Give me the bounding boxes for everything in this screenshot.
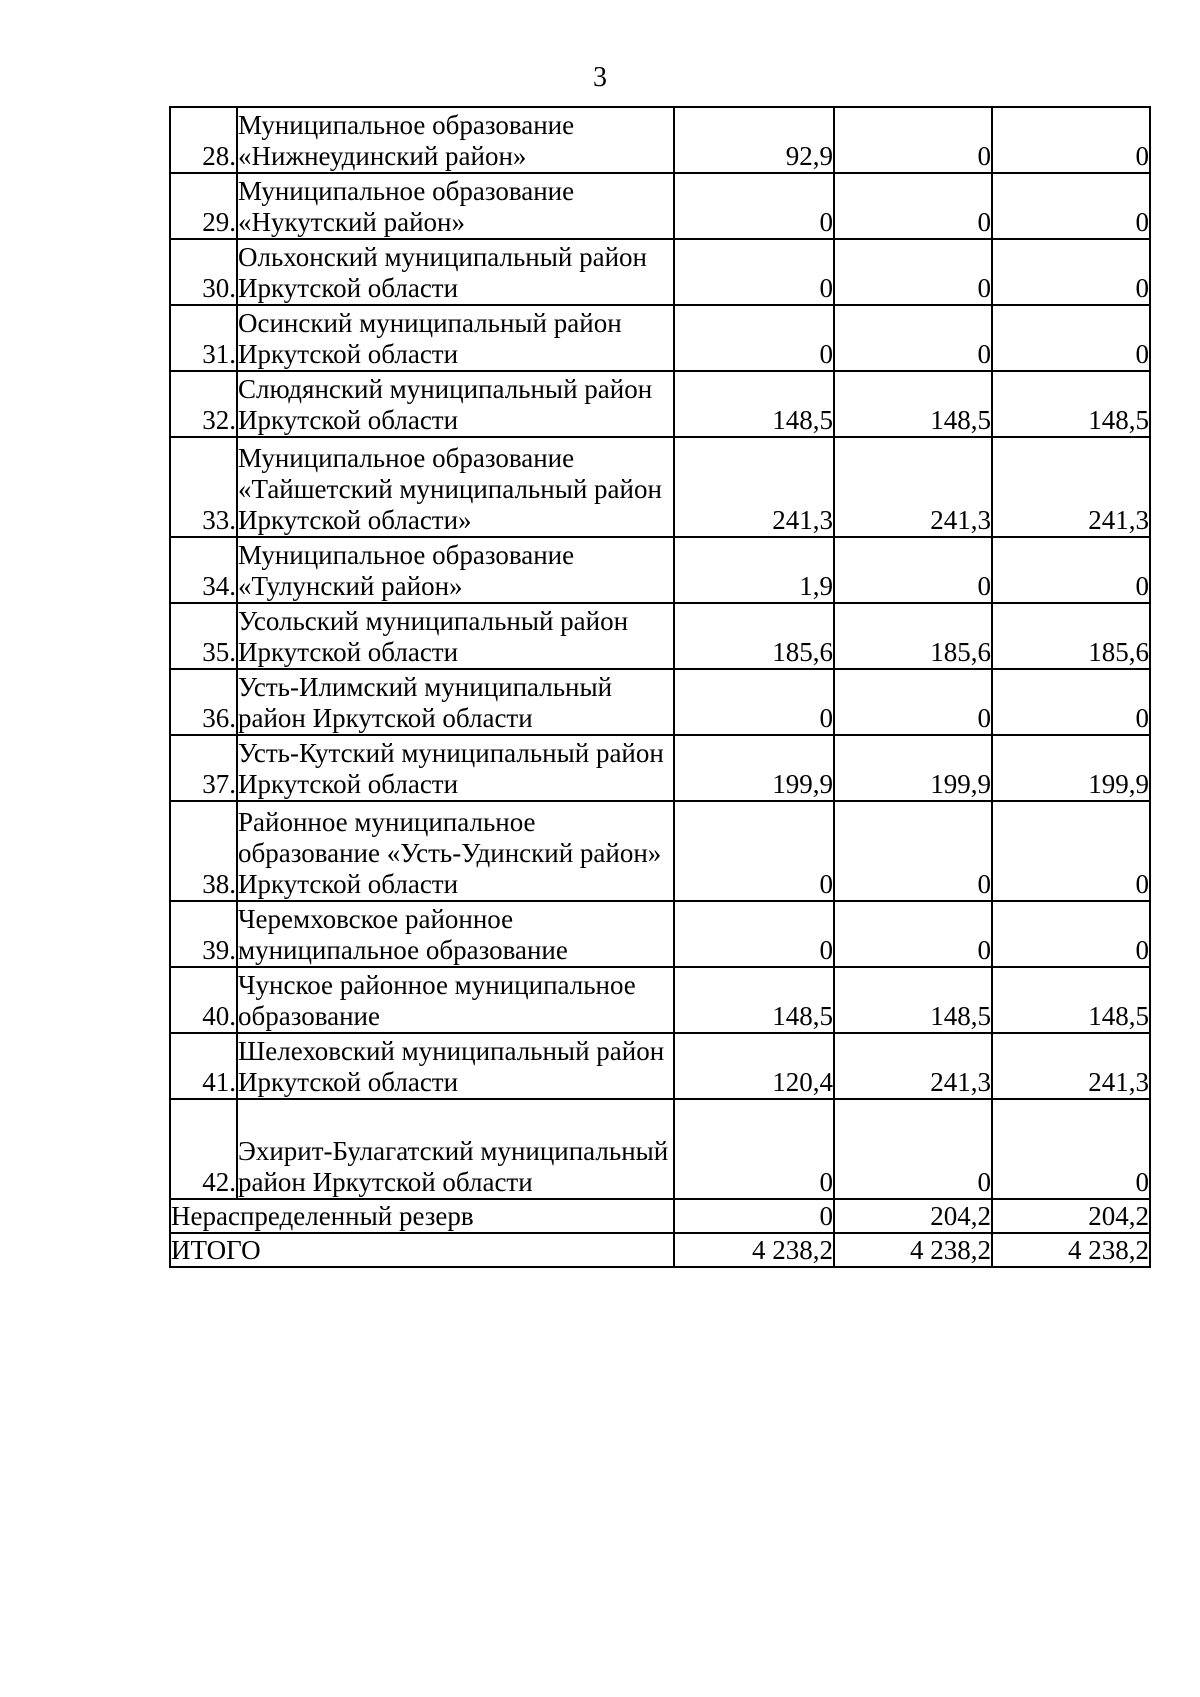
row-number: 30. <box>170 239 237 305</box>
value-col-3: 204,2 <box>992 1199 1150 1233</box>
row-number: 32. <box>170 371 237 437</box>
table-row <box>170 603 1150 669</box>
total-label: ИТОГО <box>170 1233 674 1267</box>
value-col-1: 0 <box>674 239 834 305</box>
municipality-name: Муниципальное образование «Нукутский район» <box>237 173 674 239</box>
value-col-1: 0 <box>674 1099 834 1199</box>
value-col-2: 0 <box>834 537 992 603</box>
value-col-3: 148,5 <box>992 371 1150 437</box>
reserve-label: Нераспределенный резерв <box>170 1199 674 1233</box>
value-col-2: 4 238,2 <box>834 1233 992 1267</box>
municipality-name: Усть-Илимский муниципальный район Иркутской области <box>237 669 674 735</box>
table-row <box>170 735 1150 801</box>
table-row <box>170 305 1150 371</box>
table-row <box>170 901 1150 967</box>
value-col-1: 0 <box>674 901 834 967</box>
table-row <box>170 437 1150 537</box>
value-col-3: 241,3 <box>992 437 1150 537</box>
value-col-1: 120,4 <box>674 1033 834 1099</box>
table-row <box>170 537 1150 603</box>
value-col-3: 4 238,2 <box>992 1233 1150 1267</box>
value-col-3: 0 <box>992 173 1150 239</box>
municipality-name: Шелеховский муниципальный район Иркутской области <box>237 1033 674 1099</box>
value-col-2: 0 <box>834 669 992 735</box>
municipality-name: Муниципальное образование «Нижнеудинский район» <box>237 107 674 173</box>
table-row <box>170 107 1150 173</box>
reserve-row <box>170 1199 1150 1233</box>
municipality-name: Усольский муниципальный район Иркутской области <box>237 603 674 669</box>
value-col-2: 241,3 <box>834 1033 992 1099</box>
value-col-1: 0 <box>674 669 834 735</box>
municipality-name: Слюдянский муниципальный район Иркутской области <box>237 371 674 437</box>
value-col-3: 0 <box>992 1099 1150 1199</box>
value-col-3: 185,6 <box>992 603 1150 669</box>
table-row <box>170 1033 1150 1099</box>
municipality-name: Чунское районное муниципальное образование <box>237 967 674 1033</box>
municipality-name: Осинский муниципальный район Иркутской области <box>237 305 674 371</box>
value-col-3: 0 <box>992 305 1150 371</box>
value-col-2: 0 <box>834 901 992 967</box>
table-row <box>170 967 1150 1033</box>
row-number: 39. <box>170 901 237 967</box>
value-col-2: 199,9 <box>834 735 992 801</box>
value-col-1: 241,3 <box>674 437 834 537</box>
value-col-3: 0 <box>992 801 1150 901</box>
value-col-1: 92,9 <box>674 107 834 173</box>
municipality-name: Муниципальное образование «Тулунский район» <box>237 537 674 603</box>
value-col-2: 148,5 <box>834 371 992 437</box>
value-col-1: 199,9 <box>674 735 834 801</box>
value-col-2: 241,3 <box>834 437 992 537</box>
value-col-3: 0 <box>992 669 1150 735</box>
value-col-1: 148,5 <box>674 371 834 437</box>
value-col-2: 148,5 <box>834 967 992 1033</box>
value-col-1: 0 <box>674 1199 834 1233</box>
row-number: 33. <box>170 437 237 537</box>
value-col-3: 241,3 <box>992 1033 1150 1099</box>
value-col-1: 185,6 <box>674 603 834 669</box>
value-col-2: 0 <box>834 173 992 239</box>
row-number: 40. <box>170 967 237 1033</box>
row-number: 37. <box>170 735 237 801</box>
row-number: 42. <box>170 1099 237 1199</box>
value-col-2: 185,6 <box>834 603 992 669</box>
value-col-2: 0 <box>834 107 992 173</box>
value-col-3: 0 <box>992 901 1150 967</box>
value-col-1: 0 <box>674 305 834 371</box>
row-number: 38. <box>170 801 237 901</box>
table-row <box>170 1099 1150 1199</box>
row-number: 35. <box>170 603 237 669</box>
allocation-table <box>169 106 1151 1268</box>
row-number: 36. <box>170 669 237 735</box>
row-number: 29. <box>170 173 237 239</box>
row-number: 31. <box>170 305 237 371</box>
value-col-2: 204,2 <box>834 1199 992 1233</box>
value-col-2: 0 <box>834 239 992 305</box>
municipality-name: Усть-Кутский муниципальный район Иркутской области <box>237 735 674 801</box>
table-row <box>170 173 1150 239</box>
value-col-3: 0 <box>992 239 1150 305</box>
value-col-2: 0 <box>834 305 992 371</box>
row-number: 34. <box>170 537 237 603</box>
total-row <box>170 1233 1150 1267</box>
municipality-name: Ольхонский муниципальный район Иркутской области <box>237 239 674 305</box>
value-col-1: 1,9 <box>674 537 834 603</box>
value-col-3: 148,5 <box>992 967 1150 1033</box>
table-row <box>170 371 1150 437</box>
row-number: 28. <box>170 107 237 173</box>
value-col-2: 0 <box>834 801 992 901</box>
value-col-1: 148,5 <box>674 967 834 1033</box>
municipality-name: Черемховское районное муниципальное образование <box>237 901 674 967</box>
value-col-1: 4 238,2 <box>674 1233 834 1267</box>
value-col-3: 199,9 <box>992 735 1150 801</box>
municipality-name: Эхирит-Булагатский муниципальный район Иркутской области <box>237 1099 674 1199</box>
table-row <box>170 669 1150 735</box>
municipality-name: Муниципальное образование «Тайшетский муниципальный район Иркутской области» <box>237 437 674 537</box>
municipality-name: Районное муниципальное образование «Усть-Удинский район» Иркутской области <box>237 801 674 901</box>
page-number: 3 <box>593 62 607 93</box>
value-col-1: 0 <box>674 173 834 239</box>
value-col-3: 0 <box>992 107 1150 173</box>
value-col-3: 0 <box>992 537 1150 603</box>
value-col-2: 0 <box>834 1099 992 1199</box>
table-row <box>170 239 1150 305</box>
table-row <box>170 801 1150 901</box>
value-col-1: 0 <box>674 801 834 901</box>
row-number: 41. <box>170 1033 237 1099</box>
